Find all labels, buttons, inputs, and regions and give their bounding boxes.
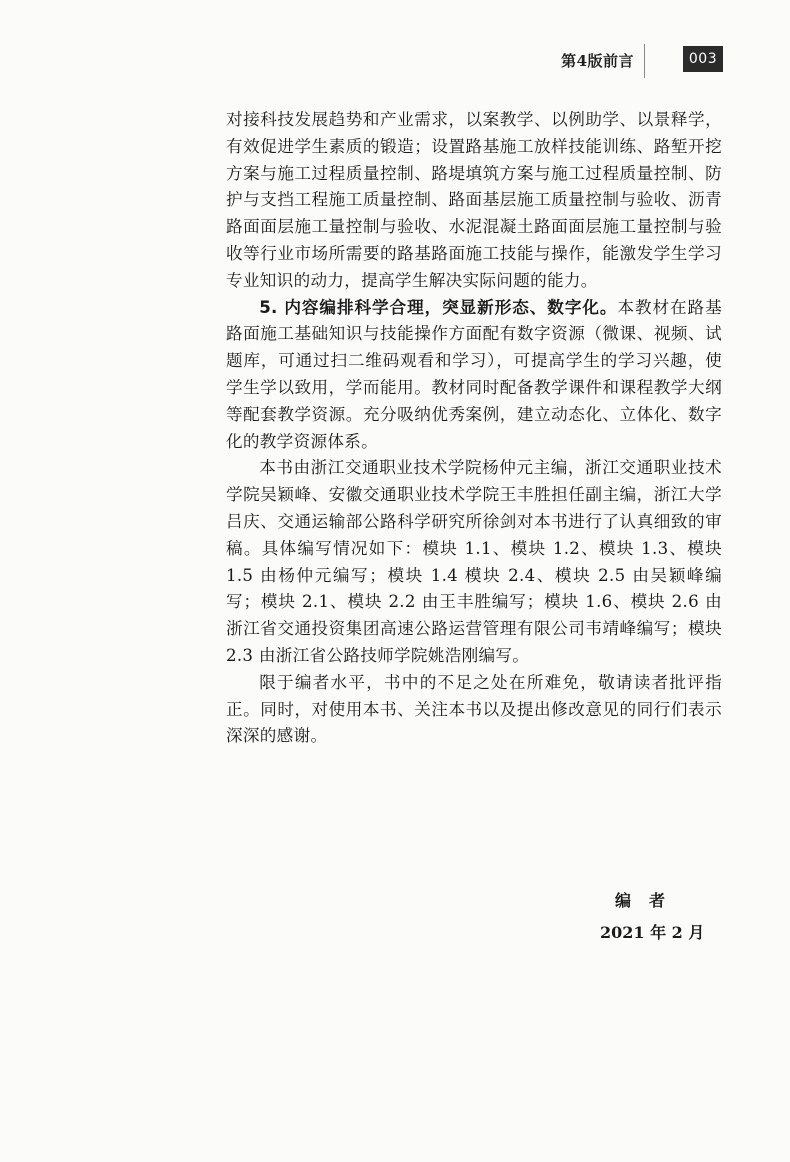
page-number-badge: 003 bbox=[683, 46, 723, 72]
paragraph-continuation: 对接科技发展趋势和产业需求，以案教学、以例助学、以景释学，有效促进学生素质的锻造；设置路基施工放样技能训练、路堑开挖方案与施工过程质量控制、路堤填筑方案与施工过程质量控制、防护与支挡工程施工质量控制、路面基层施工质量控制与验收、沥青路面面层施工量控制与验收、水泥混凝土路面面层施工量控制与验收等行业市场所需要的路基路面施工技能与操作，能激发学生学习专业知识的动力，提高学生解决实际问题的能力。 bbox=[226, 110, 722, 290]
paragraph-point-5 bbox=[226, 295, 722, 456]
header-title: 第4版前言 bbox=[561, 52, 634, 70]
page-header bbox=[0, 44, 790, 76]
signature-date: 2021 年 2 月 bbox=[600, 923, 705, 942]
paragraph-authors: 本书由浙江交通职业技术学院杨仲元主编，浙江交通职业技术学院吴颖峰、安徽交通职业技术学院王丰胜担任副主编，浙江大学吕庆、交通运输部公路科学研究所徐剑对本书进行了认真细致的审稿。具体编写情况如下：模块 1.1、模块 1.2、模块 1.3、模块 1.5 由杨仲元编写；模块 1.4 模块 2.4、模块 2.5 由吴颖峰编写；模块 2.1、模块 2.2 由王丰胜编写；模块 1.6、模块 2.6 由浙江省交通投资集团高速公路运营管理有限公司韦靖峰编写；模块 2.3 由浙江省公路技师学院姚浩刚编写。 bbox=[226, 458, 722, 665]
signature-name: 编者 bbox=[615, 891, 684, 910]
body-text bbox=[226, 107, 722, 750]
point-5-body: 本教材在路基路面施工基础知识与技能操作方面配有数字资源（微课、视频、试题库，可通过扫二维码观看和学习），可提高学生的学习兴趣，使学生学以致用，学而能用。教材同时配备教学课件和课程教学大纲等配套教学资源。充分吸纳优秀案例，建立动态化、立体化、数字化的教学资源体系。 bbox=[226, 297, 722, 451]
paragraph-acknowledgement: 限于编者水平，书中的不足之处在所难免，敬请读者批评指正。同时，对使用本书、关注本书以及提出修改意见的同行们表示深深的感谢。 bbox=[226, 672, 722, 746]
header-divider bbox=[644, 44, 645, 78]
point-5-heading: 5. 内容编排科学合理，突显新形态、数字化。 bbox=[259, 297, 618, 317]
